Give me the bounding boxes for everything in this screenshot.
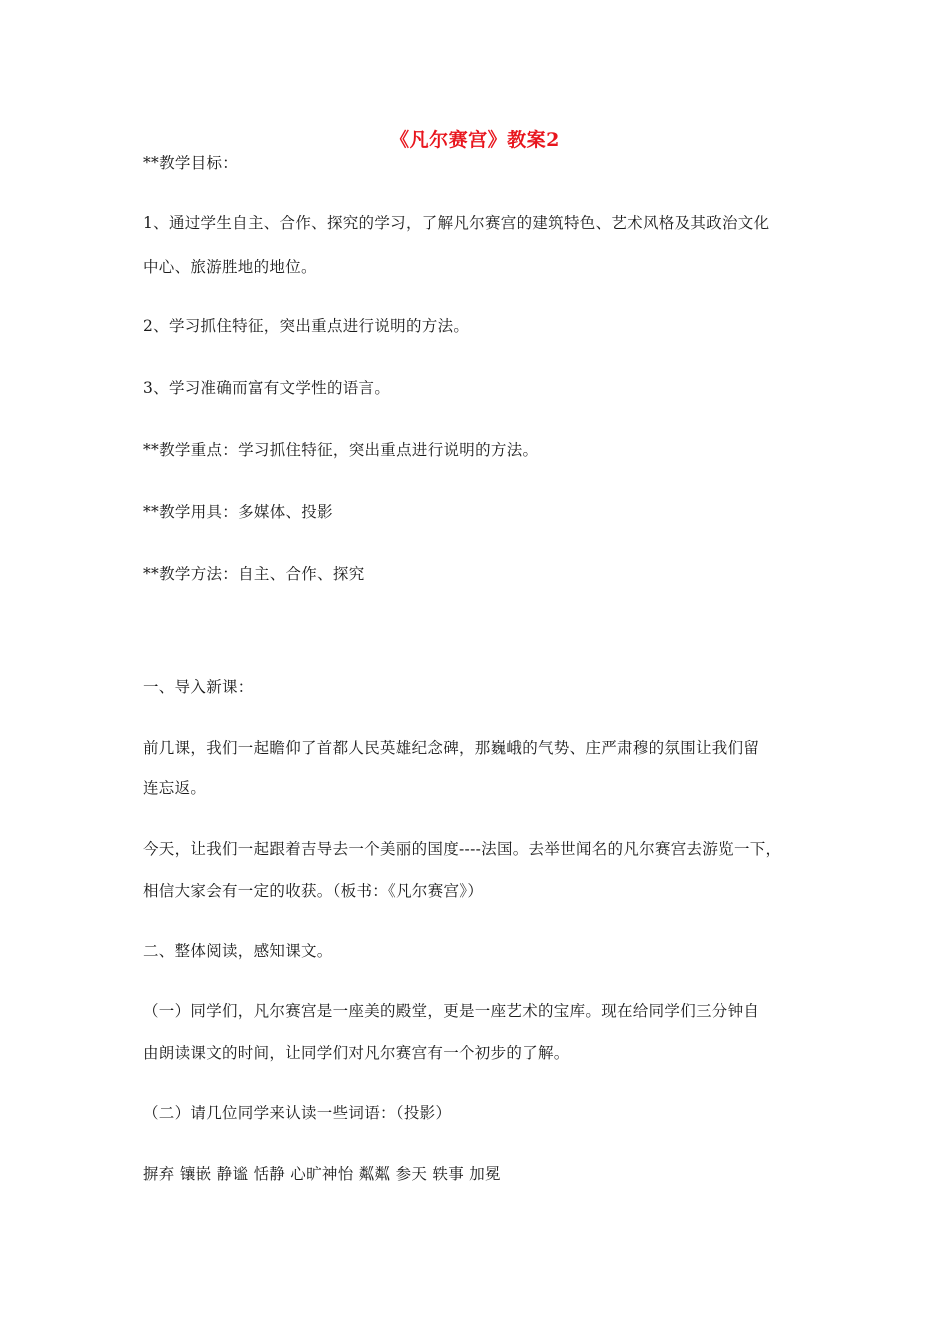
teaching-focus: **教学重点：学习抓住特征，突出重点进行说明的方法。 <box>143 441 539 459</box>
intro-paragraph-1-line-2: 连忘返。 <box>143 779 207 797</box>
goal-2: 2、学习抓住特征，突出重点进行说明的方法。 <box>143 317 470 335</box>
intro-paragraph-2-line-2: 相信大家会有一定的收获。（板书：《凡尔赛宫》） <box>143 882 484 900</box>
document-title: 《凡尔赛宫》教案2 <box>390 129 560 151</box>
section-1-heading: 一、导入新课： <box>143 678 254 696</box>
teaching-tools: **教学用具：多媒体、投影 <box>143 503 333 521</box>
intro-paragraph-1-line-1: 前几课，我们一起瞻仰了首都人民英雄纪念碑，那巍峨的气势、庄严肃穆的氛围让我们留 <box>143 739 760 757</box>
goal-1-line-1: 1、通过学生自主、合作、探究的学习，了解凡尔赛宫的建筑特色、艺术风格及其政治文化 <box>143 214 770 232</box>
reading-step-1-line-1: （一）同学们，凡尔赛宫是一座美的殿堂，更是一座艺术的宝库。现在给同学们三分钟自 <box>143 1002 760 1020</box>
vocabulary-list: 摒弃 镶嵌 静谧 恬静 心旷神怡 粼粼 参天 轶事 加冕 <box>143 1165 501 1183</box>
intro-paragraph-2-line-1: 今天，让我们一起跟着吉导去一个美丽的国度----法国。去举世闻名的凡尔赛宫去游览一下， <box>143 840 782 858</box>
teaching-goals-heading: **教学目标： <box>143 154 239 172</box>
teaching-methods: **教学方法：自主、合作、探究 <box>143 565 365 583</box>
goal-1-line-2: 中心、旅游胜地的地位。 <box>143 258 317 276</box>
reading-step-1-line-2: 由朗读课文的时间，让同学们对凡尔赛宫有一个初步的了解。 <box>143 1044 570 1062</box>
section-2-heading: 二、整体阅读，感知课文。 <box>143 942 333 960</box>
reading-step-2: （二）请几位同学来认读一些词语：（投影） <box>143 1104 452 1122</box>
goal-3: 3、学习准确而富有文学性的语言。 <box>143 379 391 397</box>
